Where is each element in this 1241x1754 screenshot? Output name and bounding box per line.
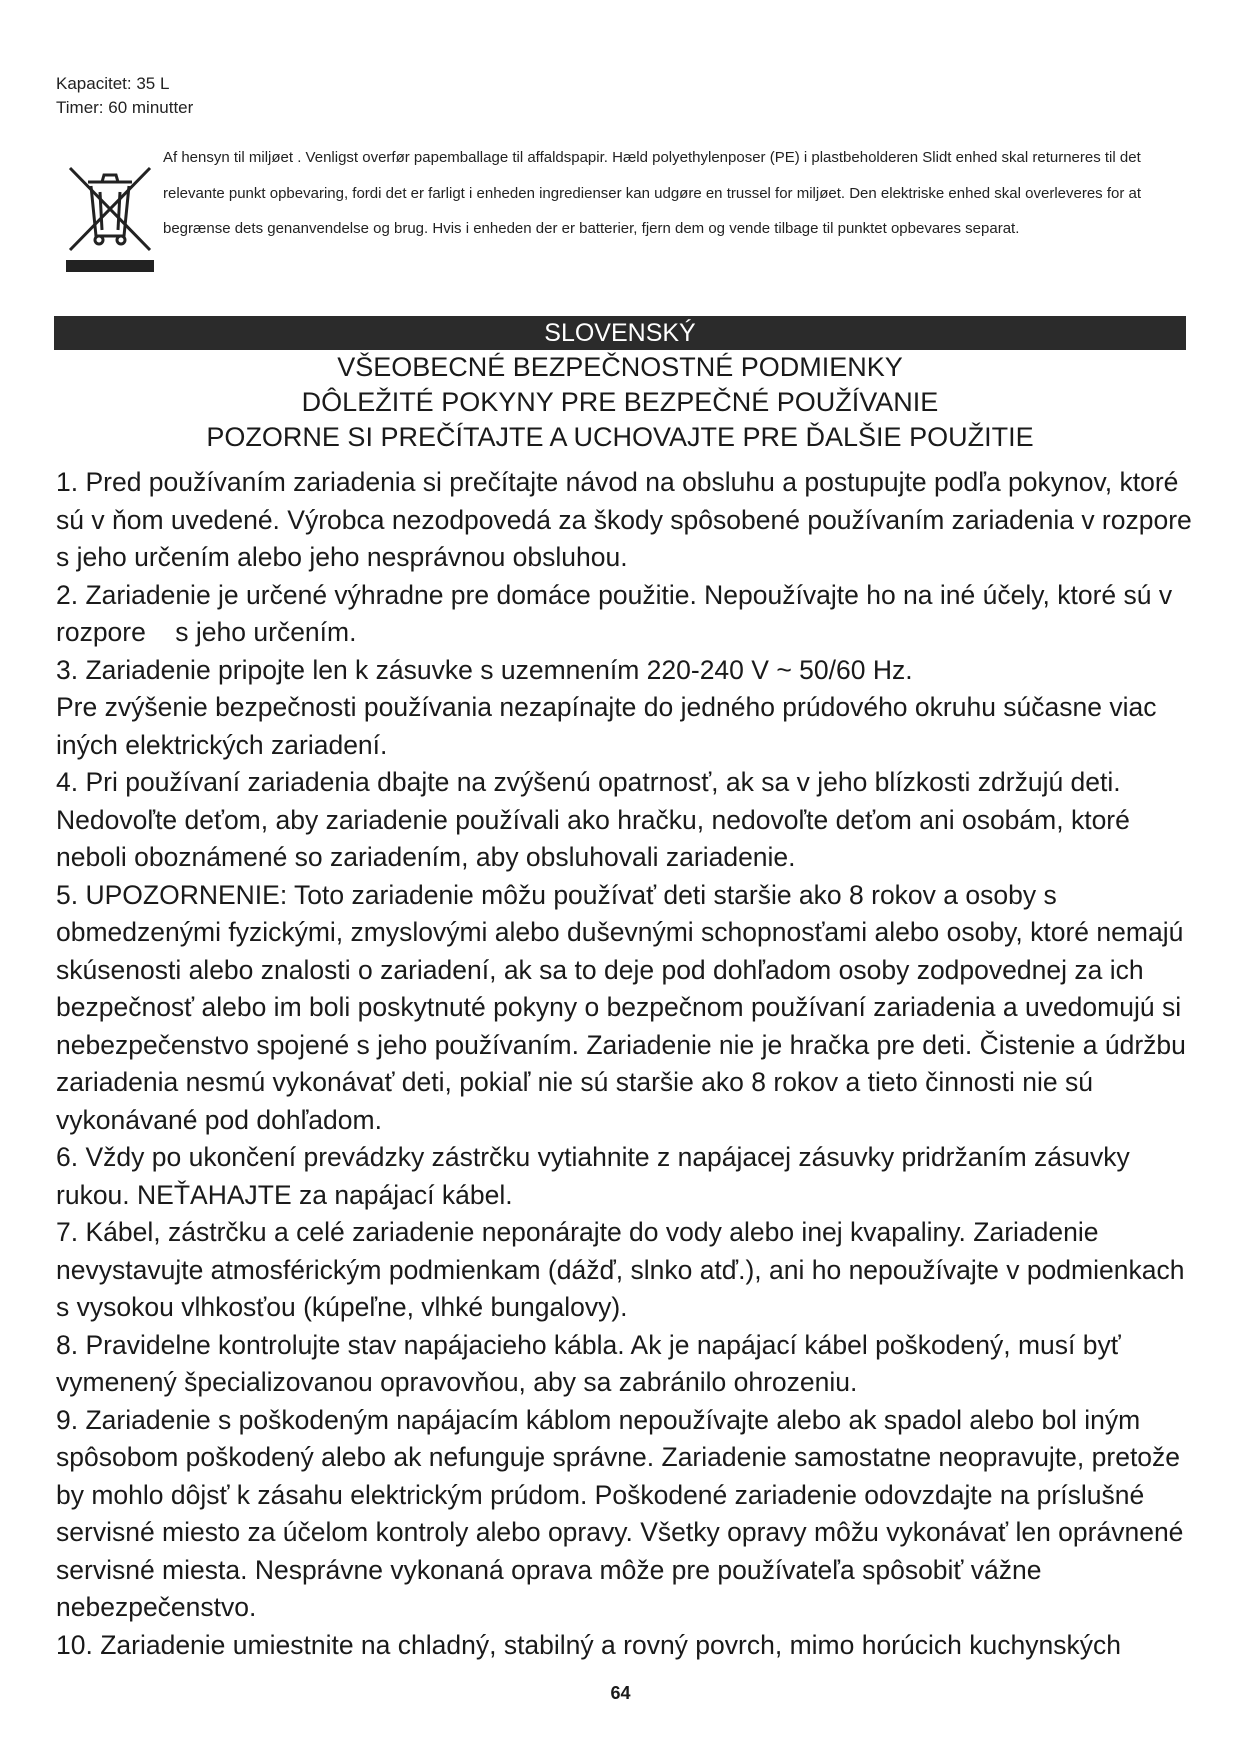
page-number: 64 [610, 1683, 631, 1703]
paragraph-2: 2. Zariadenie je určené výhradne pre domáce použitie. Nepoužívajte ho na iné účely, ktoré sú v rozpore s jeho určením. [56, 579, 1180, 647]
paragraph-9: 9. Zariadenie s poškodeným napájacím káblom nepoužívajte alebo ak spadol alebo bol iným spôsobom poškodený alebo ak nefunguje správne. Zariadenie samostatne neopravujte, pretože by mohlo dôjsť k zásahu elektrickým prúdom. Poškodené zariadenie odovzdajte na príslušné servisné miesto za účelom kontroly alebo opravy. Všetky opravy môžu vykonávať len oprávnené servisné miesta. Nesprávne vykonaná oprava môže pre používateľa spôsobiť vážne nebezpečenstvo. [56, 1404, 1184, 1622]
language-bar: SLOVENSKÝ [54, 316, 1186, 350]
paragraph-1: 1. Pred používaním zariadenia si prečítajte návod na obsluhu a postupujte podľa pokynov, ktoré sú v ňom uvedené. Výrobca nezodpovedá za škody spôsobené používaním zariadenia v rozpore s jeho určením alebo jeho nesprávnou obsluhou. [56, 467, 1192, 572]
safety-instructions [56, 464, 1196, 1664]
paragraph-6: 6. Vždy po ukončení prevádzky zástrčku vytiahnite z napájacej zásuvky pridržaním zásuvky rukou. NEŤAHAJTE za napájací kábel. [56, 1142, 1130, 1210]
paragraph-7: 7. Kábel, zástrčku a celé zariadenie neponárajte do vody alebo inej kvapaliny. Zariadenie nevystavujte atmosférickým podmienkam (dážď, slnko atď.), ani ho nepoužívajte v podmienkach s vysokou vlhkosťou (kúpeľne, vlhké bungalovy). [56, 1217, 1185, 1322]
environment-notice: Af hensyn til miljøet . Venligst overfør papemballage til affaldspapir. Hæld polyethylenposer (PE) i plastbeholderen Slidt enhed skal returneres til det relevante punkt opbevaring, fordi det er farligt i enheden ingredienser kan udgøre en trussel for miljøet. Den elektriske enhed skal overleveres for at begrænse dets genanvendelse og brug. Hvis i enheden der er batterier, fjern dem og vende tilbage til punktet opbevares separat. [163, 149, 1142, 237]
specs-block [56, 72, 193, 120]
paragraph-5: 5. UPOZORNENIE: Toto zariadenie môžu používať deti staršie ako 8 rokov a osoby s obmedzenými fyzickými, zmyslovými alebo duševnými schopnosťami alebo osoby, ktoré nemajú skúsenosti alebo znalosti o zariadení, ak sa to deje pod dohľadom osoby zodpovednej za ich bezpečnosť alebo im boli poskytnuté pokyny o bezpečnom používaní zariadenia a uvedomujú si nebezpečenstvo spojené s jeho používaním. Zariadenie nie je hračka pre deti. Čistenie a údržbu zariadenia nesmú vykonávať deti, pokiaľ nie sú staršie ako 8 rokov a tieto činnosti nie sú vykonávané pod dohľadom. [56, 879, 1186, 1135]
capacity-spec: Kapacitet: 35 L [56, 74, 170, 93]
paragraph-3: 3. Zariadenie pripojte len k zásuvke s uzemnením 220-240 V ~ 50/60 Hz. [56, 654, 913, 685]
paragraph-8: 8. Pravidelne kontrolujte stav napájacieho kábla. Ak je napájací kábel poškodený, musí byť vymenený špecializovanou opravovňou, aby sa zabránilo ohrozeniu. [56, 1329, 1121, 1397]
section-headings [54, 350, 1186, 455]
paragraph-3b: Pre zvýšenie bezpečnosti používania nezapínajte do jedného prúdového okruhu súčasne viac iných elektrických zariadení. [56, 692, 1157, 760]
heading-read-and-keep: POZORNE SI PREČÍTAJTE A UCHOVAJTE PRE ĎALŠIE POUŽITIE [206, 422, 1034, 452]
heading-general-safety: VŠEOBECNÉ BEZPEČNOSTNÉ PODMIENKY [337, 352, 903, 382]
crossed-out-wheelie-bin-icon [66, 160, 154, 272]
timer-spec: Timer: 60 minutter [56, 98, 194, 117]
heading-important-instructions: DÔLEŽITÉ POKYNY PRE BEZPEČNÉ POUŽÍVANIE [301, 387, 939, 417]
paragraph-4: 4. Pri používaní zariadenia dbajte na zvýšenú opatrnosť, ak sa v jeho blízkosti zdržujú deti. Nedovoľte deťom, aby zariadenie používali ako hračku, nedovoľte deťom ani osobám, ktoré neboli oboznámené so zariadením, aby obsluhovali zariadenie. [56, 767, 1130, 872]
paragraph-10: 10. Zariadenie umiestnite na chladný, stabilný a rovný povrch, mimo horúcich kuchynských [56, 1629, 1121, 1660]
